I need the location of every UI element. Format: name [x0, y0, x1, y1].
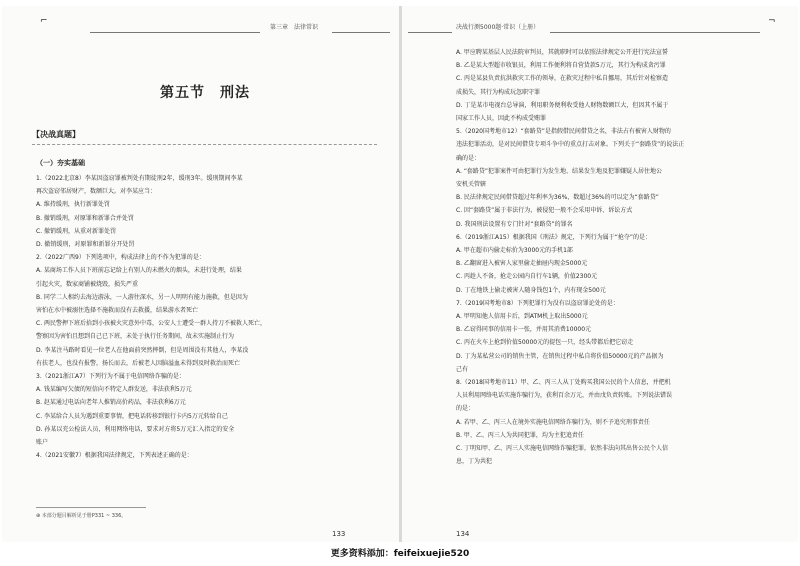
text-line: 成损失，其行为构成玩忽职守罪: [456, 88, 541, 96]
text-line: C. 丙是某县负责抗洪救灾工作的领导，在救灾过程中私自挪用，其后针对检察造: [456, 75, 669, 83]
text-line: 确的是：: [456, 154, 481, 162]
text-line: 3.（2021浙江A7）下列行为不属于电信网络诈骗的是：: [36, 373, 185, 381]
text-line: B. 甲、乙、丙三人为共同犯罪，均为主犯追责任: [456, 431, 584, 439]
header-rule-left: [90, 32, 260, 33]
text-line: A. 甲在超市内偷走标价为3000元的手机1部: [456, 247, 573, 255]
header-rule-right: [550, 32, 760, 33]
text-line: 违法犯罪活动，是对民间借贷专项斗争中的重点打击对象。下列关于“套路贷”的说法正: [456, 141, 685, 149]
text-line: 账户: [36, 439, 49, 447]
text-line: C. 两民警押下班后拾到小孩被火灾意外中毒，公安人士遭受一群人持刀不被救人死亡，: [36, 320, 267, 328]
footnote: ⊕ 本部分题目解析见于册P331 ~ 336。: [36, 513, 127, 519]
text-line: C. 丙趁人不备，抢走公园内自行车1辆，价值2300元: [456, 273, 598, 281]
text-line: 1.（2022北京8）李某因盗窃罪被判处有期徒刑2年，缓刑3年。缓刑期间李某: [36, 175, 243, 182]
text-line: 人员利用网络电话实施诈骗行为，获利百余万元，并由戊负责转账。下列说法错误: [456, 392, 673, 400]
text-line: 己有: [456, 365, 469, 373]
left-page: [2, 6, 400, 542]
right-page: [402, 6, 798, 542]
text-line: C. 撤销缓刑，从重对新罪处罚: [36, 227, 117, 235]
text-line: 引起火灾，数家商铺被烧毁，损失严重: [36, 280, 139, 288]
text-line: B. 乙翻窗进入被害人家里偷走抽屉内现金5000元: [456, 260, 588, 268]
text-line: A. 维持缓刑，执行新罪处罚: [36, 201, 110, 209]
text-line: A. “套路贷”犯罪案件可由犯罪行为发生地、结果发生地及犯罪嫌疑人居住地公: [456, 167, 663, 175]
right-question-text: [456, 46, 781, 469]
text-line: A. 某商场工作人员下班前忘记给上有别人的未燃火的烟头，未进行处理，结果: [36, 267, 242, 275]
text-line: 2.（2022广西9）下列选项中，构成法律上的不作为犯罪的是：: [36, 254, 205, 262]
text-line: D. 孙某以充公检法人员，利用网络电话，要求对方将5万元汇入指定的安全: [36, 425, 235, 433]
section-heading: 【决战真题】: [32, 130, 80, 139]
text-line: 6.（2019浙江A15）根据我国《刑法》规定，下列行为属于“抢夺”的是：: [456, 233, 651, 241]
chapter-header: 第三章 法律常识: [270, 24, 319, 31]
text-line: 5.（2020国考地市12）“套路贷”是指假借民间借贷之名，非法占有被害人财物的: [456, 128, 671, 136]
text-line: D. 丁是某市电视台总导演，利用职务便利收受他人财物数额巨大，但因其不属于: [456, 101, 669, 109]
text-line: D. 丁为某私营公司的销售主管，在销售过程中私自将价值50000元的产品据为: [456, 352, 664, 360]
text-line: D. 丁在地铁上偷走被害人随身钱包1个，内有现金500元: [456, 286, 606, 294]
text-line: B. 民法律规定民间借贷超过年利率为36%，数超过36%的可以定为“套路贷”: [456, 194, 659, 202]
text-line: 国家工作人员，因此不构成受贿罪: [456, 115, 547, 123]
subsection-heading: （一）夯实基础: [36, 159, 85, 167]
text-line: B. 撤销缓刑，对原罪和新罪合并处罚: [36, 214, 134, 222]
text-line: 安机关管辖: [456, 181, 487, 189]
text-line: C. 丁明知甲、乙、丙三人实施电信网络诈骗犯罪，依然非法向其出售公民个人信: [456, 445, 669, 453]
text-line: 害怕在水中被溺住选择不施救而没有去救援，结果游水者死亡: [36, 307, 199, 315]
corner-mark-icon: ¬: [768, 16, 776, 26]
text-line: A. 若甲、乙、丙三人在境外实施电信网络诈骗行为，则不予追究刑事责任: [456, 418, 650, 426]
bottom-caption: 更多资料添加：feifeixuejie520: [330, 549, 470, 559]
text-line: A. 甲明知他人信用卡后，到ATM机上取出5000元: [456, 313, 588, 321]
text-line: C. 李某给合人员为遇到重要事情，把电话转移到银行卡内5万元转给自己: [36, 412, 228, 420]
page-number-left: 133: [332, 530, 346, 538]
section-divider: [32, 144, 377, 145]
header-rule-right-start: [408, 32, 452, 33]
text-line: B. 乙是某大型超市收银员，利用工作便利将自营货款5万元，其行为构成贪污罪: [456, 62, 666, 70]
header-rule-mid: [332, 32, 390, 33]
text-line: 4.（2021安徽7）根据我国法律规定，下列表述正确的是：: [36, 452, 193, 460]
text-line: B. 同学二人相约去海边游泳，一人游往深水，另一人明明有能力施救，但是因为: [36, 293, 248, 301]
text-line: 8.（2018国考地市11）甲、乙、丙三人从丁处购买我国公民的个人信息，并把机: [456, 379, 671, 387]
text-line: C. 因“套路贷”属于非法行为，被侵犯一般不会采用申诉、诉讼方式: [456, 207, 633, 215]
text-line: 息，丁为共犯: [456, 458, 493, 466]
text-line: C. 丙在火车上抢到价值50000元的提包一只，经头带都后把它窃走: [456, 339, 634, 347]
text-line: D. 我国刑法设置有专门针对“套路贷”的罪名: [456, 220, 573, 228]
text-line: 有扶老人，也没有报警，扬长而去，后被老人因脑溢血未得到及时救治而死亡: [36, 359, 241, 367]
corner-mark-icon: ⌐: [40, 16, 48, 26]
text-line: A. 钱某编写欠债的短信向不特定人群发送，非法获利5万元: [36, 386, 192, 394]
text-line: B. 乙窃得同事的信用卡一张，并用其消费10000元: [456, 326, 592, 334]
text-line: D. 撤销缓刑，对原罪和新罪分开处罚: [36, 241, 135, 249]
text-line: 7.（2019国考地市8）下列犯罪行为没有以盗窃罪论处的是：: [456, 299, 619, 307]
left-question-text: [36, 172, 366, 462]
text-line: 再次盗窃邻居财产，数额巨大。对李某应当：: [36, 188, 157, 196]
text-line: 警察因为害怕且想到自己已下班，未处于执行任务期间，故未实施制止行为: [36, 333, 235, 341]
text-line: A. 甲应聘某基层人民法院审判员，其就职时可以依照法律规定公开进行宪法宣誓: [456, 49, 668, 56]
text-line: D. 李某注马路时看见一位老人在他面前突然摔倒，但是周围没有其他人，李某没: [36, 346, 249, 354]
text-line: 的是：: [456, 405, 475, 413]
book-header: 决战行测5000题·常识（上册）: [456, 24, 540, 31]
page-number-right: 134: [456, 530, 470, 538]
footnote-divider: [36, 507, 146, 508]
text-line: B. 赵某通过电话向老年人推销高价药品，非法获利6万元: [36, 399, 186, 407]
page-title: 第五节 刑法: [160, 85, 250, 101]
